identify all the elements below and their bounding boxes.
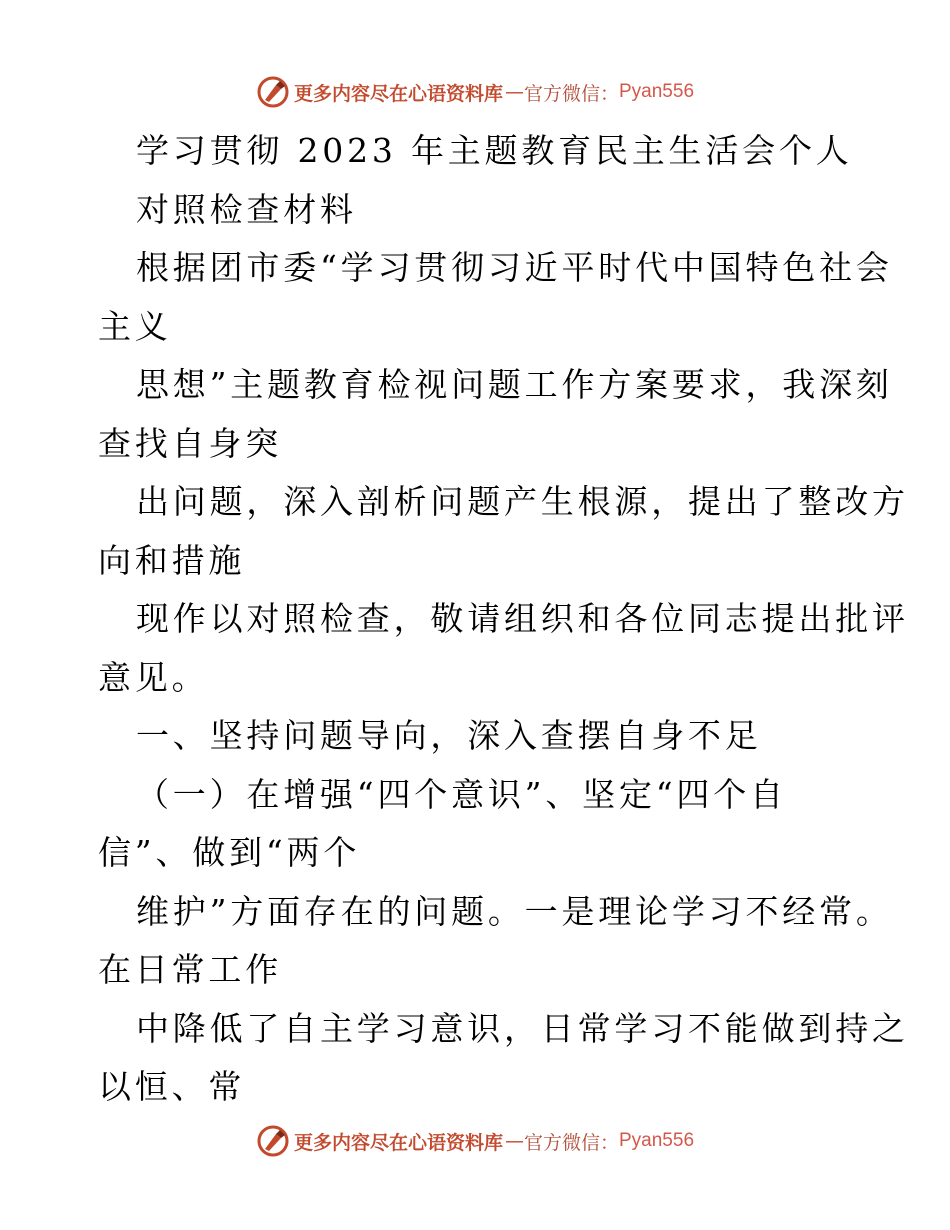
pen-nib-logo-icon (256, 1124, 290, 1158)
watermark-label: 官方微信： (523, 82, 619, 105)
header-watermark (0, 72, 950, 112)
doc-title-line-1: 学习贯彻 2023 年主题教育民主生活会个人 (136, 131, 853, 170)
doc-line: 向和措施 (98, 540, 246, 580)
doc-line: 意见。 (98, 657, 209, 697)
watermark-handle: Pyan556 (619, 81, 695, 102)
doc-line: 根据团市委“学习贯彻习近平时代中国特色社会 (136, 248, 893, 287)
doc-subsection-heading: （一）在增强“四个意识”、坚定“四个自 (136, 774, 787, 814)
doc-line: 在日常工作 (98, 950, 282, 989)
doc-section-heading: 一、坚持问题导向，深入查摆自身不足 (136, 716, 762, 755)
document-body (98, 122, 909, 1117)
watermark-dash: — (504, 81, 522, 103)
doc-line: 中降低了自主学习意识，日常学习不能做到持之 (136, 1008, 909, 1048)
footer-watermark (0, 1121, 950, 1161)
pen-nib-logo-icon (256, 75, 290, 109)
doc-line: 出问题，深入剖析问题产生根源，提出了整改方 (136, 482, 909, 521)
doc-line: 现作以对照检查，敬请组织和各位同志提出批评 (136, 599, 909, 638)
doc-line: 思想”主题教育检视问题工作方案要求，我深刻 (136, 365, 893, 404)
doc-line: 查找自身突 (98, 423, 282, 463)
watermark-site-text: 更多内容尽在心语资料库 (293, 1131, 503, 1154)
doc-line: 主义 (98, 306, 172, 346)
watermark-label: 官方微信： (523, 1131, 619, 1154)
doc-line: 以恒、常 (98, 1067, 246, 1106)
doc-line: 信”、做到“两个 (98, 833, 361, 872)
watermark-handle: Pyan556 (619, 1130, 695, 1151)
doc-title-line-2: 对照检查材料 (136, 189, 357, 229)
watermark-dash: — (504, 1130, 522, 1152)
watermark-site-text: 更多内容尽在心语资料库 (293, 82, 503, 105)
doc-line: 维护”方面存在的问题。一是理论学习不经常。 (136, 891, 893, 931)
